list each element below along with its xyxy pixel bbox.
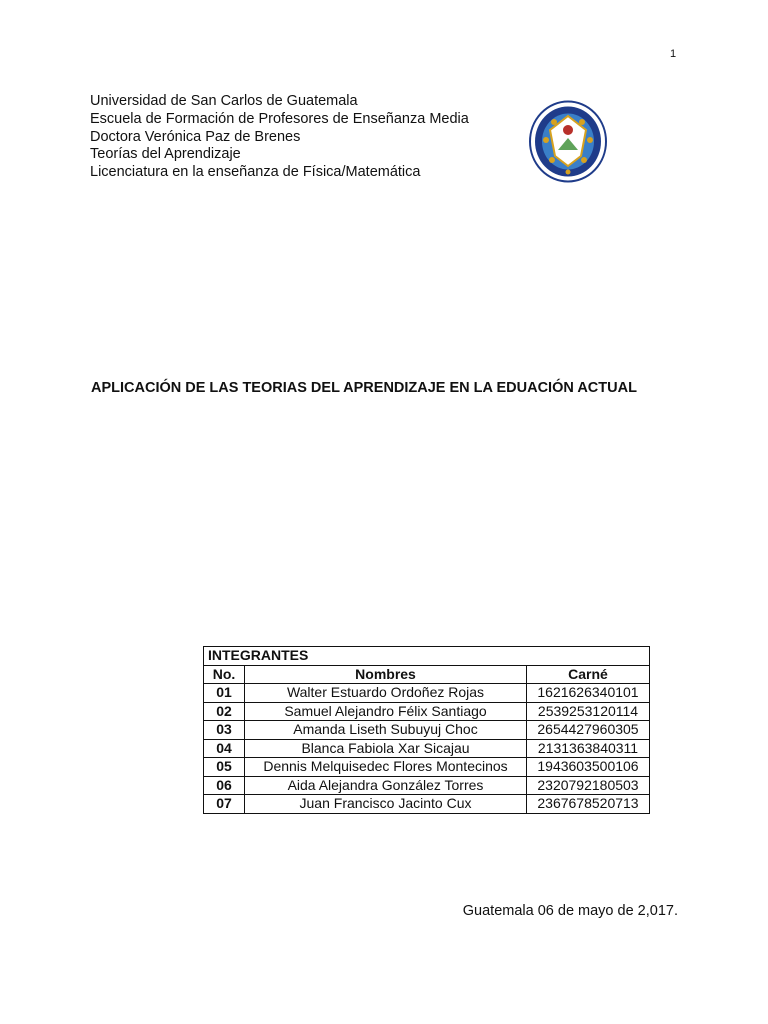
column-header-no: No. bbox=[204, 665, 245, 684]
row-number: 06 bbox=[204, 776, 245, 795]
row-number: 02 bbox=[204, 702, 245, 721]
member-name: Dennis Melquisedec Flores Montecinos bbox=[245, 758, 527, 777]
table-caption: INTEGRANTES bbox=[204, 647, 650, 666]
members-table bbox=[203, 646, 650, 814]
table-caption-row bbox=[204, 647, 650, 666]
table-row bbox=[204, 721, 650, 740]
row-number: 07 bbox=[204, 795, 245, 814]
member-carne: 1943603500106 bbox=[527, 758, 650, 777]
header-line-course: Teorías del Aprendizaje bbox=[90, 146, 241, 163]
table-row bbox=[204, 758, 650, 777]
table-row bbox=[204, 684, 650, 703]
member-name: Amanda Liseth Subuyuj Choc bbox=[245, 721, 527, 740]
member-carne: 2654427960305 bbox=[527, 721, 650, 740]
member-name: Samuel Alejandro Félix Santiago bbox=[245, 702, 527, 721]
header-line-university: Universidad de San Carlos de Guatemala bbox=[90, 93, 358, 109]
row-number: 05 bbox=[204, 758, 245, 777]
member-name: Blanca Fabiola Xar Sicajau bbox=[245, 739, 527, 758]
member-carne: 2539253120114 bbox=[527, 702, 650, 721]
member-carne: 2131363840311 bbox=[527, 739, 650, 758]
column-header-carne: Carné bbox=[527, 665, 650, 684]
member-carne: 2367678520713 bbox=[527, 795, 650, 814]
table-header-row bbox=[204, 665, 650, 684]
header-line-degree: Licenciatura en la enseñanza de Física/Matemática bbox=[90, 164, 421, 181]
table-row bbox=[204, 776, 650, 795]
table-row bbox=[204, 702, 650, 721]
institution-header bbox=[90, 93, 469, 182]
member-name: Juan Francisco Jacinto Cux bbox=[245, 795, 527, 814]
row-number: 03 bbox=[204, 721, 245, 740]
row-number: 04 bbox=[204, 739, 245, 758]
header-line-school: Escuela de Formación de Profesores de Enseñanza Media bbox=[90, 110, 469, 127]
page-number: 1 bbox=[670, 48, 677, 60]
document-title: APLICACIÓN DE LAS TEORIAS DEL APRENDIZAJE EN LA EDUACIÓN ACTUAL bbox=[91, 380, 637, 396]
member-name: Walter Estuardo Ordoñez Rojas bbox=[245, 684, 527, 703]
university-seal-icon bbox=[528, 100, 608, 183]
header-line-teacher: Doctora Verónica Paz de Brenes bbox=[90, 128, 301, 145]
row-number: 01 bbox=[204, 684, 245, 703]
date-line: Guatemala 06 de mayo de 2,017. bbox=[462, 903, 678, 919]
member-carne: 2320792180503 bbox=[527, 776, 650, 795]
member-name: Aida Alejandra González Torres bbox=[245, 776, 527, 795]
column-header-name: Nombres bbox=[245, 665, 527, 684]
table-row bbox=[204, 739, 650, 758]
member-carne: 1621626340101 bbox=[527, 684, 650, 703]
table-row bbox=[204, 795, 650, 814]
